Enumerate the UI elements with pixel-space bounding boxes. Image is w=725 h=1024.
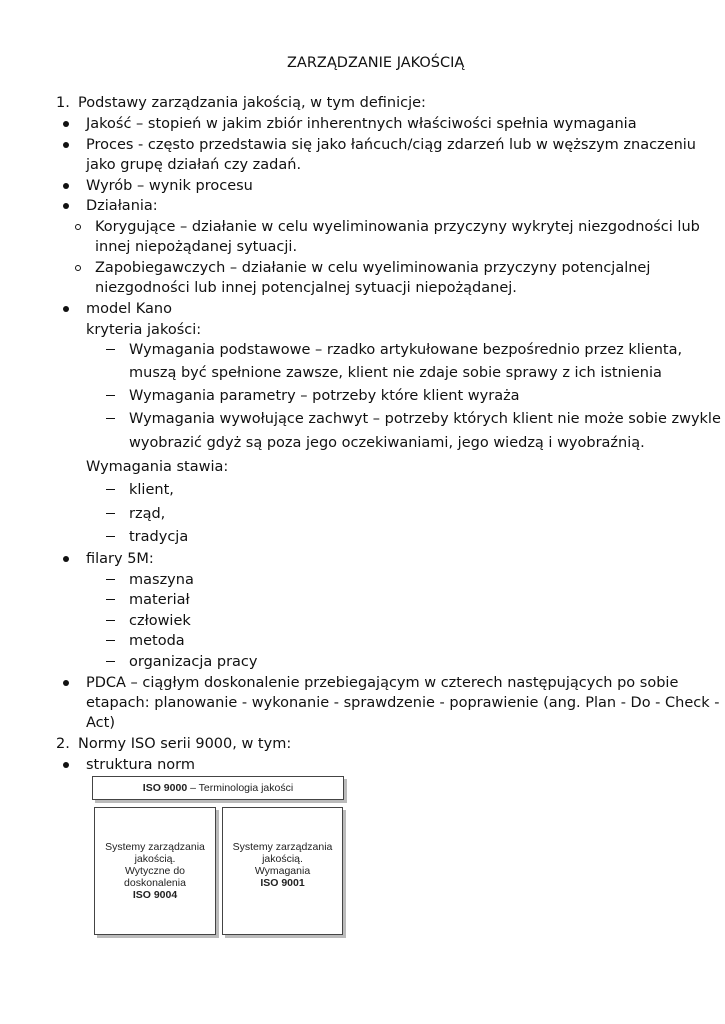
wymagania-zachwyt-line-1: Wymagania wywołujące zachwyt – potrzeby których klient nie może sobie zwykle — [129, 411, 721, 427]
filary-5m: filary 5M: — [86, 551, 154, 567]
iso-9000-code: ISO 9000 — [142, 782, 188, 794]
pdca-line-3: Act) — [86, 715, 115, 731]
wymagania-parametry: Wymagania parametry – potrzeby które klient wyraża — [129, 388, 520, 404]
page-title: ZARZĄDZANIE JAKOŚCIĄ — [287, 55, 465, 71]
iso-9001-line: Wymagania — [254, 865, 311, 877]
definition-proces-line-2: jako grupę działań czy zadań. — [86, 157, 302, 173]
filary-item: człowiek — [129, 613, 191, 629]
bullet-icon — [63, 142, 69, 148]
dash-icon — [106, 349, 115, 350]
kryteria-jakosci: kryteria jakości: — [86, 322, 202, 338]
bullet-icon — [63, 183, 69, 189]
stawia-item: klient, — [129, 482, 174, 498]
wymagania-podstawowe-line-2: muszą być spełnione zawsze, klient nie zdaje sobie sprawy z ich istnienia — [129, 365, 662, 381]
definition-proces-line-1: Proces - często przedstawia się jako łańcuch/ciąg zdarzeń lub w węższym znaczeniu — [86, 137, 696, 153]
wymagania-podstawowe-line-1: Wymagania podstawowe – rzadko artykułowane bezpośrednio przez klienta, — [129, 342, 683, 358]
iso-9004-line: jakością. — [134, 853, 176, 865]
section-1-heading: Podstawy zarządzania jakością, w tym definicje: — [78, 95, 426, 111]
iso-9001-line: Systemy zarządzania — [232, 841, 333, 853]
dash-icon — [106, 489, 115, 490]
section-1-number: 1. — [56, 95, 70, 111]
dzialania-korygujace-line-1: Korygujące – działanie w celu wyeliminowania przyczyny wykrytej niezgodności lub — [95, 219, 700, 235]
iso-9004-line: Wytyczne do — [124, 865, 185, 877]
section-2-heading: Normy ISO serii 9000, w tym: — [78, 736, 292, 752]
dash-icon — [106, 395, 115, 396]
iso-9004-code: ISO 9004 — [132, 889, 178, 901]
dzialania-zapobiegawcze-line-1: Zapobiegawczych – działanie w celu wyeliminowania przyczyny potencjalnej — [95, 260, 651, 276]
struktura-norm: struktura norm — [86, 757, 196, 773]
dash-icon — [106, 513, 115, 514]
stawia-item: tradycja — [129, 529, 189, 545]
dash-icon — [106, 620, 115, 621]
bullet-icon — [63, 203, 69, 209]
section-2-number: 2. — [56, 736, 70, 752]
iso-9004-line: doskonalenia — [124, 877, 186, 889]
filary-item: materiał — [129, 592, 190, 608]
dzialania-zapobiegawcze-line-2: niezgodności lub innej potencjalnej sytuacji niepożądanej. — [95, 280, 517, 296]
pdca-line-1: PDCA – ciągłym doskonalenie przebiegającym w czterech następujących po sobie — [86, 675, 679, 691]
wymagania-stawia: Wymagania stawia: — [86, 459, 229, 475]
iso-9004-line: Systemy zarządzania — [105, 841, 205, 853]
circle-bullet-icon — [75, 265, 81, 271]
stawia-item: rząd, — [129, 506, 166, 522]
dash-icon — [106, 536, 115, 537]
definition-dzialania: Działania: — [86, 198, 158, 214]
filary-item: metoda — [129, 633, 185, 649]
dash-icon — [106, 418, 115, 419]
iso-9004-box — [94, 807, 216, 935]
definition-jakosc: Jakość – stopień w jakim zbiór inherentnych właściwości spełnia wymagania — [86, 116, 637, 132]
model-kano: model Kano — [86, 301, 172, 317]
bullet-icon — [63, 121, 69, 127]
bullet-icon — [63, 680, 69, 686]
dash-icon — [106, 599, 115, 600]
dash-icon — [106, 661, 115, 662]
iso-9001-box — [222, 807, 343, 935]
filary-item: maszyna — [129, 572, 194, 588]
dash-icon — [106, 579, 115, 580]
iso-9000-box — [92, 776, 344, 800]
dzialania-korygujace-line-2: innej niepożądanej sytuacji. — [95, 239, 298, 255]
dash-icon — [106, 640, 115, 641]
iso-9001-code: ISO 9001 — [260, 877, 305, 889]
iso-9001-line: jakością. — [262, 853, 303, 865]
definition-wyrob: Wyrób – wynik procesu — [86, 178, 253, 194]
bullet-icon — [63, 556, 69, 562]
bullet-icon — [63, 762, 69, 768]
circle-bullet-icon — [75, 224, 81, 230]
filary-item: organizacja pracy — [129, 654, 258, 670]
pdca-line-2: etapach: planowanie - wykonanie - sprawdzenie - poprawienie (ang. Plan - Do - Check - — [86, 695, 720, 711]
wymagania-zachwyt-line-2: wyobrazić gdyż są poza jego oczekiwaniami, jego wiedzą i wyobraźnią. — [129, 435, 645, 451]
bullet-icon — [63, 306, 69, 312]
iso-9000-label: – Terminologia jakości — [187, 782, 294, 794]
